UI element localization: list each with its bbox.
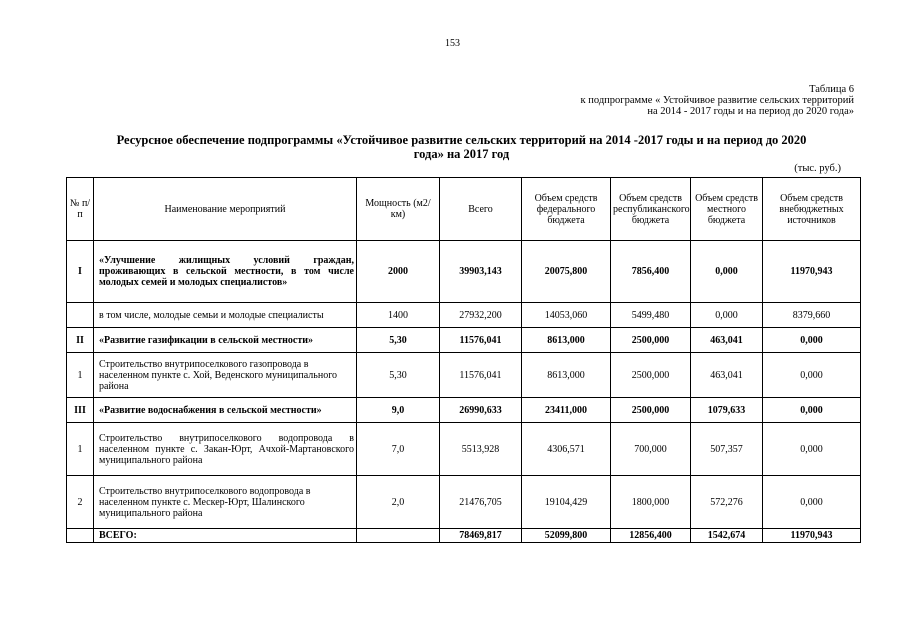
row-local: 1542,674 (691, 529, 763, 543)
row-num: II (67, 328, 94, 353)
caption-line-1: Таблица 6 (809, 84, 854, 95)
row-total: 21476,705 (440, 476, 522, 529)
row-num: I (67, 241, 94, 303)
caption-line-2: к подпрограмме « Устойчивое развитие сельских территорий (580, 95, 854, 106)
units-label: (тыс. руб.) (794, 163, 841, 174)
row-federal: 8613,000 (522, 328, 611, 353)
table-row (67, 241, 861, 303)
row-total: 5513,928 (440, 423, 522, 476)
row-num (67, 303, 94, 328)
header-local: Объем средств местного бюджета (691, 178, 763, 241)
row-power: 2000 (357, 241, 440, 303)
row-republic: 2500,000 (611, 328, 691, 353)
row-power: 5,30 (357, 328, 440, 353)
row-num: III (67, 398, 94, 423)
row-total: 11576,041 (440, 353, 522, 398)
table-row (67, 353, 861, 398)
row-federal: 20075,800 (522, 241, 611, 303)
header-extra: Объем средств внебюджетных источников (763, 178, 861, 241)
row-local: 572,276 (691, 476, 763, 529)
table-row (67, 328, 861, 353)
row-num: 2 (67, 476, 94, 529)
row-name: Строительство внутрипоселкового водопровода в населенном пункте с. Мескер-Юрт, Шалинского муниципального района (94, 476, 357, 529)
header-power: Мощность (м2/км) (357, 178, 440, 241)
row-power: 7,0 (357, 423, 440, 476)
row-republic: 5499,480 (611, 303, 691, 328)
header-federal: Объем средств федерального бюджета (522, 178, 611, 241)
row-local: 1079,633 (691, 398, 763, 423)
header-republic: Объем средств республиканского бюджета (611, 178, 691, 241)
row-federal: 23411,000 (522, 398, 611, 423)
table-row (67, 398, 861, 423)
row-extra: 0,000 (763, 423, 861, 476)
table-header-row (67, 178, 861, 241)
row-num: 1 (67, 423, 94, 476)
table-row (67, 423, 861, 476)
resource-table (66, 177, 861, 543)
title-line-1: Ресурсное обеспечение подпрограммы «Устойчивое развитие сельских территорий на 2014 -2017 годы и на период до 2020 (116, 133, 807, 147)
row-federal: 8613,000 (522, 353, 611, 398)
row-total: 39903,143 (440, 241, 522, 303)
row-total: 11576,041 (440, 328, 522, 353)
row-republic: 12856,400 (611, 529, 691, 543)
row-power: 1400 (357, 303, 440, 328)
row-republic: 700,000 (611, 423, 691, 476)
table-row (67, 476, 861, 529)
row-federal: 4306,571 (522, 423, 611, 476)
header-num: № п/п (67, 178, 94, 241)
row-extra: 0,000 (763, 353, 861, 398)
row-extra: 0,000 (763, 476, 861, 529)
row-num: 1 (67, 353, 94, 398)
row-extra: 0,000 (763, 398, 861, 423)
row-republic: 2500,000 (611, 353, 691, 398)
document-title (64, 133, 859, 161)
row-name: в том числе, молодые семьи и молодые специалисты (94, 303, 357, 328)
table-row (67, 303, 861, 328)
row-extra: 11970,943 (763, 241, 861, 303)
row-name: Строительство внутрипоселкового газопровода в населенном пункте с. Хой, Веденского муниципального района (94, 353, 357, 398)
row-power: 9,0 (357, 398, 440, 423)
row-republic: 7856,400 (611, 241, 691, 303)
row-extra: 8379,660 (763, 303, 861, 328)
row-total: 27932,200 (440, 303, 522, 328)
row-federal: 19104,429 (522, 476, 611, 529)
row-name: Строительство внутрипоселкового водопровода в населенном пункте с. Закан-Юрт, Ачхой-Мартановского муниципального района (94, 423, 357, 476)
table-total-row (67, 529, 861, 543)
row-extra: 11970,943 (763, 529, 861, 543)
row-name: «Развитие водоснабжения в сельской местности» (94, 398, 357, 423)
row-federal: 14053,060 (522, 303, 611, 328)
row-name: «Улучшение жилищных условий граждан, проживающих в сельской местности, в том числе молодых семей и молодых специалистов» (94, 241, 357, 303)
header-total: Всего (440, 178, 522, 241)
row-local: 0,000 (691, 303, 763, 328)
row-power: 2,0 (357, 476, 440, 529)
row-local: 507,357 (691, 423, 763, 476)
row-republic: 2500,000 (611, 398, 691, 423)
row-local: 463,041 (691, 328, 763, 353)
row-local: 0,000 (691, 241, 763, 303)
caption-line-3: на 2014 - 2017 годы и на период до 2020 года» (647, 106, 854, 117)
row-local: 463,041 (691, 353, 763, 398)
row-name: «Развитие газификации в сельской местности» (94, 328, 357, 353)
row-num (67, 529, 94, 543)
row-power: 5,30 (357, 353, 440, 398)
page-number: 153 (445, 38, 460, 49)
row-power (357, 529, 440, 543)
header-name: Наименование мероприятий (94, 178, 357, 241)
row-extra: 0,000 (763, 328, 861, 353)
title-line-2: года» на 2017 год (413, 147, 510, 161)
row-name: ВСЕГО: (94, 529, 357, 543)
table-caption (581, 84, 854, 117)
row-total: 26990,633 (440, 398, 522, 423)
row-federal: 52099,800 (522, 529, 611, 543)
row-total: 78469,817 (440, 529, 522, 543)
row-republic: 1800,000 (611, 476, 691, 529)
